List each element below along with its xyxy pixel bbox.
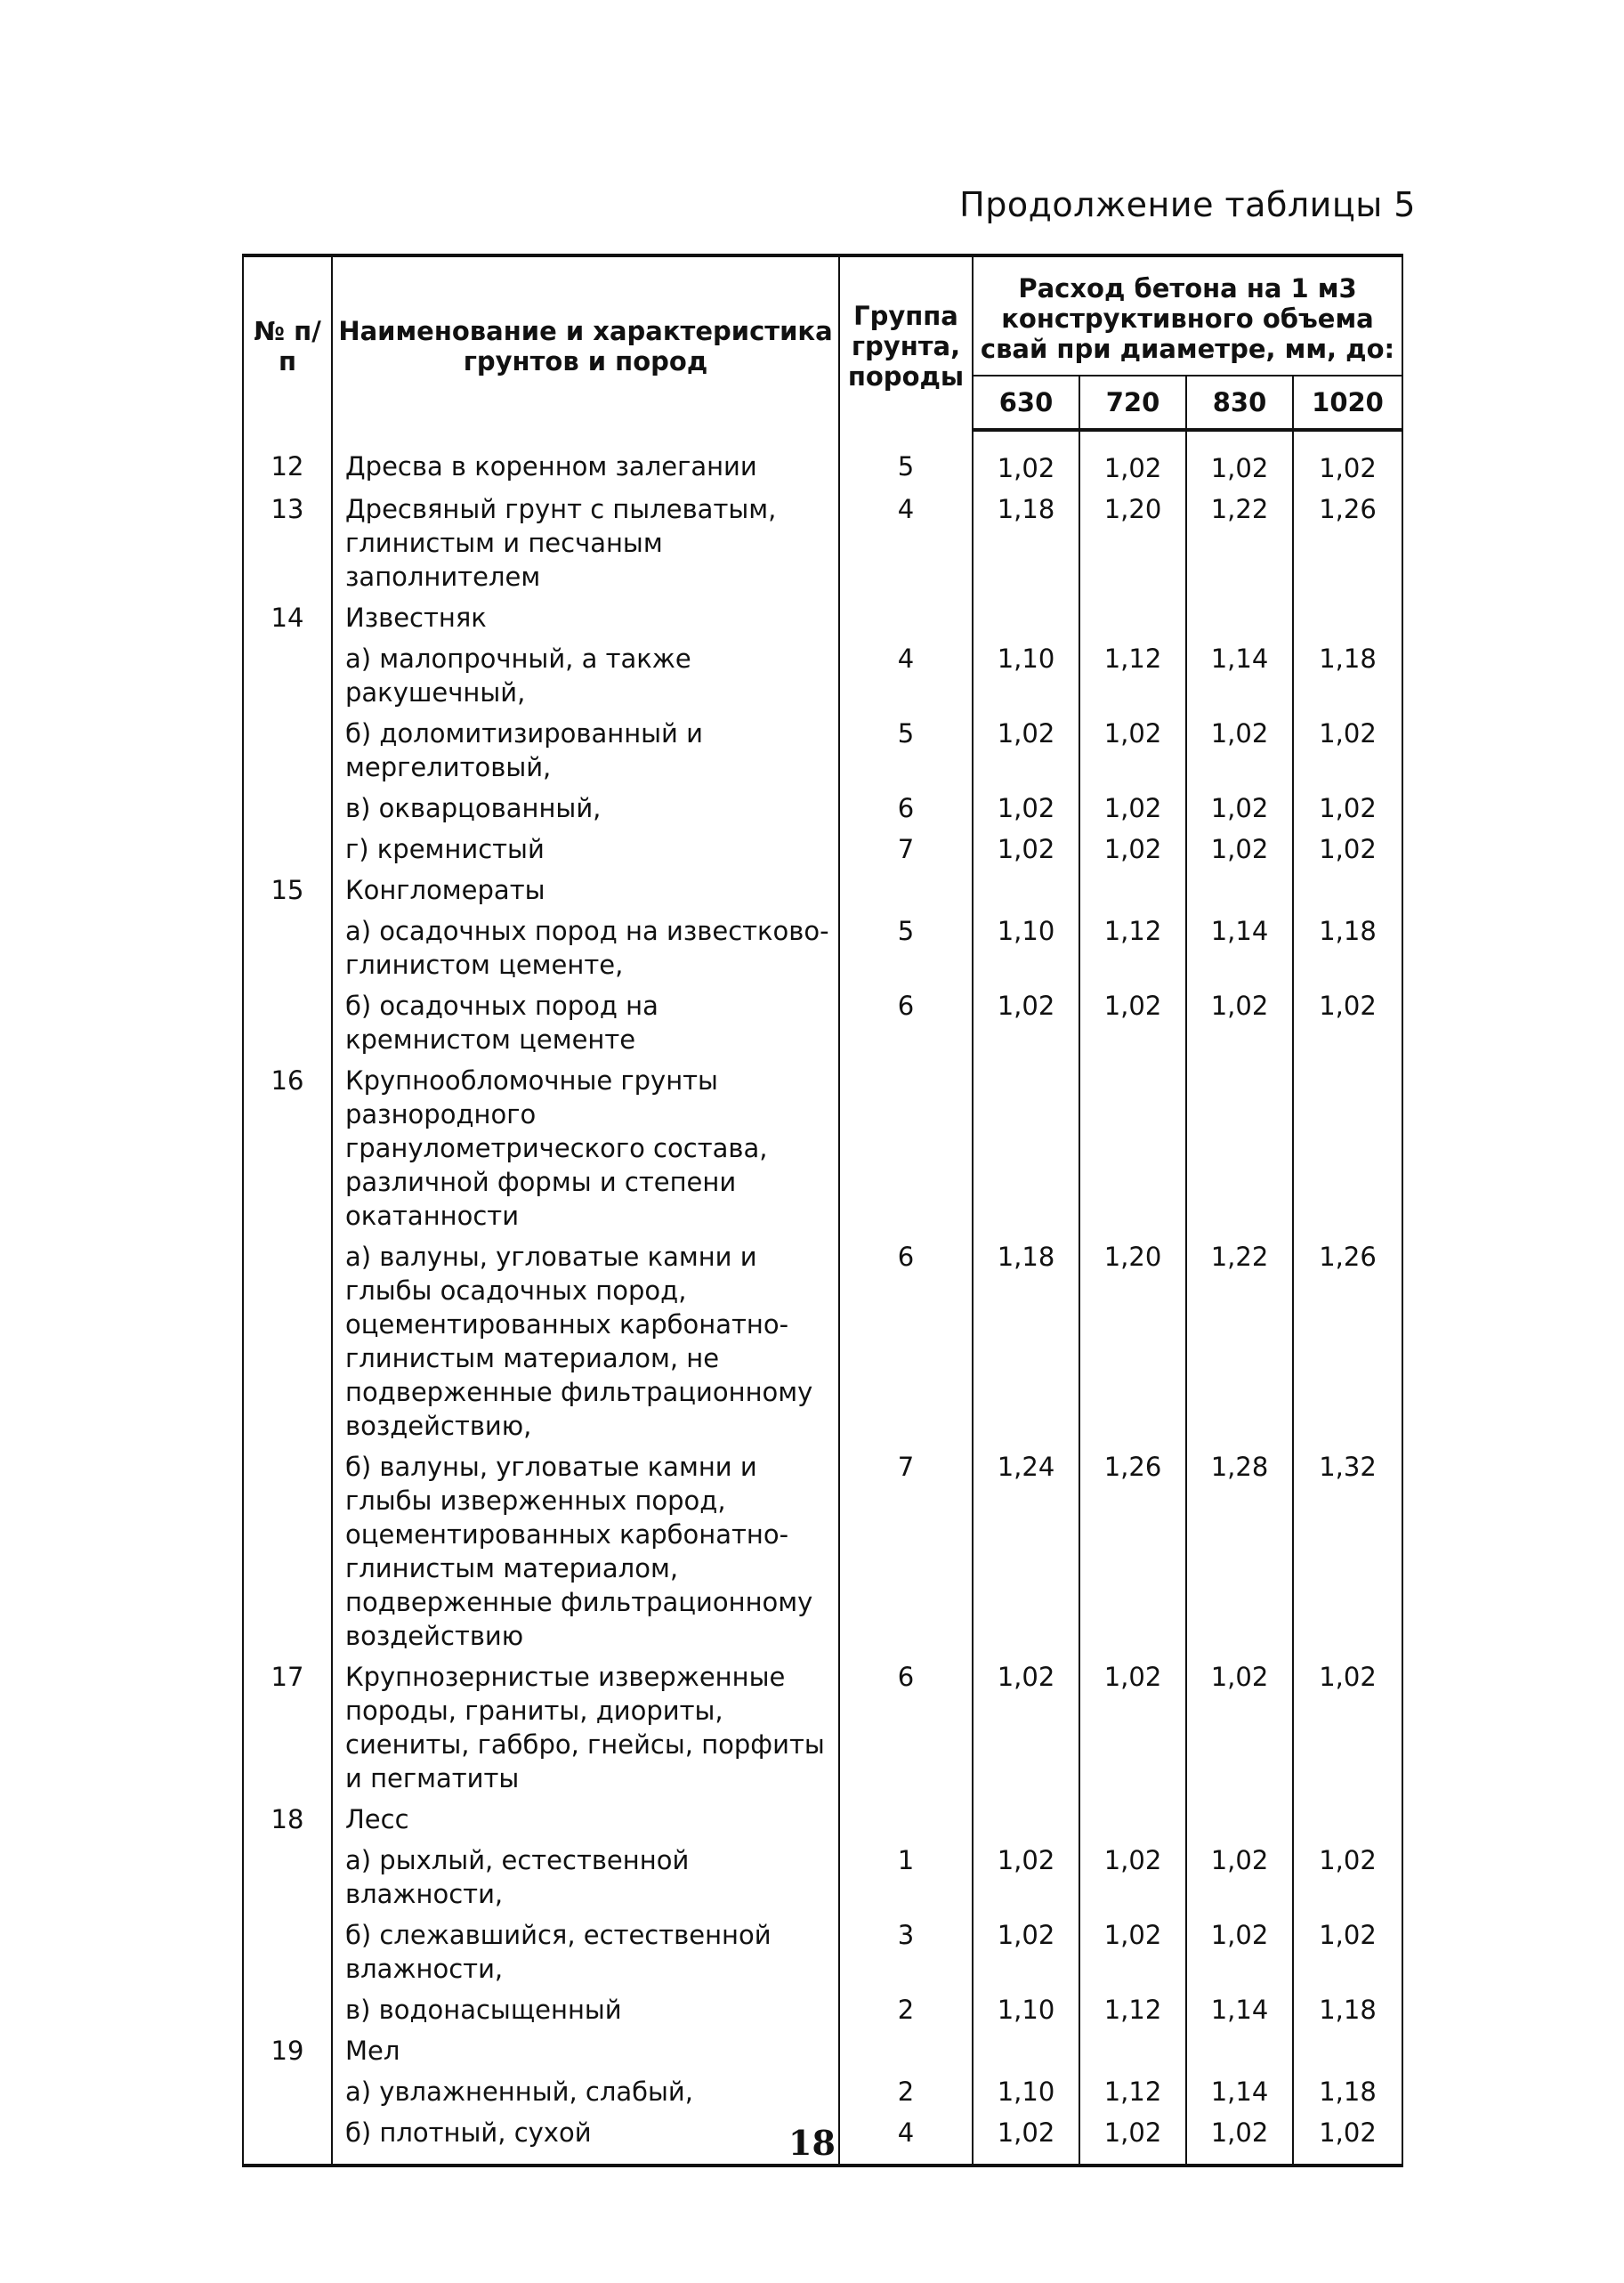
row-value-720: 1,02 [1079, 1915, 1186, 1989]
row-value-630: 1,10 [973, 1989, 1079, 2030]
row-value-720 [1079, 597, 1186, 638]
row-value-720 [1079, 2030, 1186, 2071]
row-name: а) увлажненный, слабый, [332, 2071, 839, 2112]
table-row [243, 1236, 1402, 1446]
row-value-1020: 1,18 [1293, 2071, 1402, 2112]
row-value-720 [1079, 870, 1186, 911]
row-value-1020: 1,18 [1293, 638, 1402, 713]
row-value-720: 1,02 [1079, 788, 1186, 829]
table-row [243, 1989, 1402, 2030]
row-number [243, 1989, 332, 2030]
row-value-630 [973, 597, 1079, 638]
row-number [243, 1840, 332, 1915]
row-value-720: 1,12 [1079, 1989, 1186, 2030]
page-number: 18 [788, 2123, 836, 2163]
table-row [243, 1060, 1402, 1236]
table-row [243, 2071, 1402, 2112]
row-value-1020: 1,02 [1293, 788, 1402, 829]
row-group: 7 [839, 829, 973, 870]
header-name: Наименование и характеристика грунтов и пород [332, 255, 839, 430]
row-value-630: 1,02 [973, 788, 1079, 829]
table-body [243, 430, 1402, 2166]
row-number [243, 1915, 332, 1989]
row-name: Известняк [332, 597, 839, 638]
header-diameter-1020: 1020 [1293, 376, 1402, 430]
row-value-630: 1,02 [973, 430, 1079, 489]
row-name: Мел [332, 2030, 839, 2071]
row-group: 2 [839, 2071, 973, 2112]
row-number: 15 [243, 870, 332, 911]
row-group: 4 [839, 2112, 973, 2166]
row-value-720: 1,02 [1079, 829, 1186, 870]
table-row [243, 1799, 1402, 1840]
row-value-1020: 1,32 [1293, 1446, 1402, 1656]
table-row [243, 1840, 1402, 1915]
table-row [243, 1915, 1402, 1989]
row-value-830: 1,14 [1186, 2071, 1293, 2112]
row-value-720: 1,26 [1079, 1446, 1186, 1656]
row-number [243, 1236, 332, 1446]
table-row [243, 597, 1402, 638]
row-value-1020: 1,02 [1293, 985, 1402, 1060]
table-caption: Продолжение таблицы 5 [959, 185, 1416, 224]
row-value-830: 1,02 [1186, 2112, 1293, 2166]
row-group: 4 [839, 489, 973, 597]
row-number [243, 829, 332, 870]
row-number [243, 713, 332, 788]
row-name: Конгломераты [332, 870, 839, 911]
row-value-1020: 1,02 [1293, 1656, 1402, 1799]
row-value-830 [1186, 870, 1293, 911]
row-value-720: 1,02 [1079, 2112, 1186, 2166]
row-value-720 [1079, 1799, 1186, 1840]
row-value-830: 1,02 [1186, 430, 1293, 489]
row-number: 18 [243, 1799, 332, 1840]
row-value-830: 1,22 [1186, 489, 1293, 597]
header-num: № п/п [243, 255, 332, 430]
row-number [243, 985, 332, 1060]
row-group: 2 [839, 1989, 973, 2030]
row-value-830 [1186, 1060, 1293, 1236]
table-row [243, 788, 1402, 829]
row-value-720: 1,02 [1079, 985, 1186, 1060]
row-value-630 [973, 1799, 1079, 1840]
table-row [243, 713, 1402, 788]
row-number: 13 [243, 489, 332, 597]
row-name: Дресвяный грунт с пылеватым, глинистым и песчаным заполнителем [332, 489, 839, 597]
row-number: 17 [243, 1656, 332, 1799]
row-value-1020: 1,26 [1293, 1236, 1402, 1446]
table-row [243, 829, 1402, 870]
row-name: в) окварцованный, [332, 788, 839, 829]
header-group: Группа грунта, породы [839, 255, 973, 430]
header-diameter-830: 830 [1186, 376, 1293, 430]
row-value-720: 1,20 [1079, 489, 1186, 597]
row-value-630: 1,02 [973, 1915, 1079, 1989]
row-value-1020: 1,18 [1293, 1989, 1402, 2030]
row-value-1020 [1293, 1799, 1402, 1840]
row-group [839, 2030, 973, 2071]
row-value-1020: 1,02 [1293, 1915, 1402, 1989]
row-value-830: 1,02 [1186, 1840, 1293, 1915]
row-value-630: 1,02 [973, 1840, 1079, 1915]
row-name: а) валуны, угловатые камни и глыбы осадочных пород, оцементированных карбонатно-глинистым материалом, не подверженные фильтрационному воздействию, [332, 1236, 839, 1446]
table-row [243, 430, 1402, 489]
row-value-720: 1,02 [1079, 713, 1186, 788]
soil-concrete-table [242, 254, 1403, 2167]
row-value-830: 1,02 [1186, 829, 1293, 870]
header-diameter-720: 720 [1079, 376, 1186, 430]
row-group: 6 [839, 788, 973, 829]
row-value-830: 1,02 [1186, 788, 1293, 829]
row-number [243, 1446, 332, 1656]
row-name: в) водонасыщенный [332, 1989, 839, 2030]
row-value-830: 1,22 [1186, 1236, 1293, 1446]
row-value-720: 1,02 [1079, 430, 1186, 489]
table-row [243, 911, 1402, 985]
row-value-720: 1,02 [1079, 1840, 1186, 1915]
row-value-630: 1,24 [973, 1446, 1079, 1656]
row-group [839, 597, 973, 638]
row-value-630: 1,10 [973, 2071, 1079, 2112]
row-value-630 [973, 870, 1079, 911]
row-value-720: 1,12 [1079, 911, 1186, 985]
row-group: 5 [839, 713, 973, 788]
row-value-830: 1,02 [1186, 713, 1293, 788]
row-value-630 [973, 1060, 1079, 1236]
row-name: Дресва в коренном залегании [332, 430, 839, 489]
table-row [243, 2030, 1402, 2071]
table-row [243, 870, 1402, 911]
row-value-1020 [1293, 1060, 1402, 1236]
row-number [243, 911, 332, 985]
table-row [243, 985, 1402, 1060]
row-name: б) плотный, сухой [332, 2112, 839, 2166]
row-value-830: 1,02 [1186, 1915, 1293, 1989]
table-row [243, 1656, 1402, 1799]
row-value-1020: 1,02 [1293, 1840, 1402, 1915]
row-value-1020: 1,02 [1293, 430, 1402, 489]
row-value-630 [973, 2030, 1079, 2071]
row-number [243, 638, 332, 713]
row-group: 5 [839, 430, 973, 489]
row-value-720: 1,20 [1079, 1236, 1186, 1446]
header-consumption: Расход бетона на 1 м3 конструктивного объема свай при диаметре, мм, до: [973, 255, 1402, 376]
row-group: 6 [839, 1236, 973, 1446]
row-name: а) малопрочный, а также ракушечный, [332, 638, 839, 713]
row-value-830: 1,14 [1186, 1989, 1293, 2030]
row-name: б) валуны, угловатые камни и глыбы изверженных пород, оцементированных карбонатно-глинистым материалом, подверженные фильтрационному воздействию [332, 1446, 839, 1656]
table-row [243, 638, 1402, 713]
row-value-720 [1079, 1060, 1186, 1236]
row-group [839, 1799, 973, 1840]
row-group: 5 [839, 911, 973, 985]
row-value-630: 1,02 [973, 2112, 1079, 2166]
row-value-630: 1,02 [973, 985, 1079, 1060]
row-group: 3 [839, 1915, 973, 1989]
row-name: г) кремнистый [332, 829, 839, 870]
row-value-1020 [1293, 2030, 1402, 2071]
row-value-630: 1,02 [973, 1656, 1079, 1799]
row-name: б) доломитизированный и мергелитовый, [332, 713, 839, 788]
row-value-630: 1,18 [973, 1236, 1079, 1446]
row-value-720: 1,12 [1079, 638, 1186, 713]
row-group [839, 870, 973, 911]
row-group [839, 1060, 973, 1236]
row-name: а) осадочных пород на известково-глинистом цементе, [332, 911, 839, 985]
row-name: б) осадочных пород на кремнистом цементе [332, 985, 839, 1060]
row-number: 16 [243, 1060, 332, 1236]
row-value-1020: 1,18 [1293, 911, 1402, 985]
row-value-830 [1186, 597, 1293, 638]
row-group: 6 [839, 985, 973, 1060]
row-value-630: 1,18 [973, 489, 1079, 597]
row-number [243, 2071, 332, 2112]
row-name: а) рыхлый, естественной влажности, [332, 1840, 839, 1915]
row-value-1020: 1,02 [1293, 829, 1402, 870]
row-group: 4 [839, 638, 973, 713]
row-value-830: 1,28 [1186, 1446, 1293, 1656]
row-name: Крупнообломочные грунты разнородного гранулометрического состава, различной формы и степени окатанности [332, 1060, 839, 1236]
row-name: Крупнозернистые изверженные породы, граниты, диориты, сиениты, габбро, гнейсы, порфиты и пегматиты [332, 1656, 839, 1799]
row-group: 7 [839, 1446, 973, 1656]
row-value-720: 1,02 [1079, 1656, 1186, 1799]
row-value-830 [1186, 2030, 1293, 2071]
row-value-630: 1,10 [973, 638, 1079, 713]
row-value-720: 1,12 [1079, 2071, 1186, 2112]
row-number: 12 [243, 430, 332, 489]
table-row [243, 1446, 1402, 1656]
row-value-1020 [1293, 597, 1402, 638]
row-number [243, 788, 332, 829]
table-row [243, 489, 1402, 597]
row-value-1020: 1,02 [1293, 713, 1402, 788]
row-value-1020: 1,02 [1293, 2112, 1402, 2166]
header-diameter-630: 630 [973, 376, 1079, 430]
row-value-830: 1,14 [1186, 911, 1293, 985]
row-name: Лесс [332, 1799, 839, 1840]
row-value-1020 [1293, 870, 1402, 911]
row-value-830: 1,14 [1186, 638, 1293, 713]
row-value-630: 1,02 [973, 713, 1079, 788]
row-number: 14 [243, 597, 332, 638]
row-value-830: 1,02 [1186, 1656, 1293, 1799]
row-number: 19 [243, 2030, 332, 2071]
row-value-830: 1,02 [1186, 985, 1293, 1060]
row-value-1020: 1,26 [1293, 489, 1402, 597]
row-group: 6 [839, 1656, 973, 1799]
row-name: б) слежавшийся, естественной влажности, [332, 1915, 839, 1989]
row-group: 1 [839, 1840, 973, 1915]
table-header [243, 255, 1402, 430]
row-value-630: 1,10 [973, 911, 1079, 985]
row-value-830 [1186, 1799, 1293, 1840]
row-value-630: 1,02 [973, 829, 1079, 870]
